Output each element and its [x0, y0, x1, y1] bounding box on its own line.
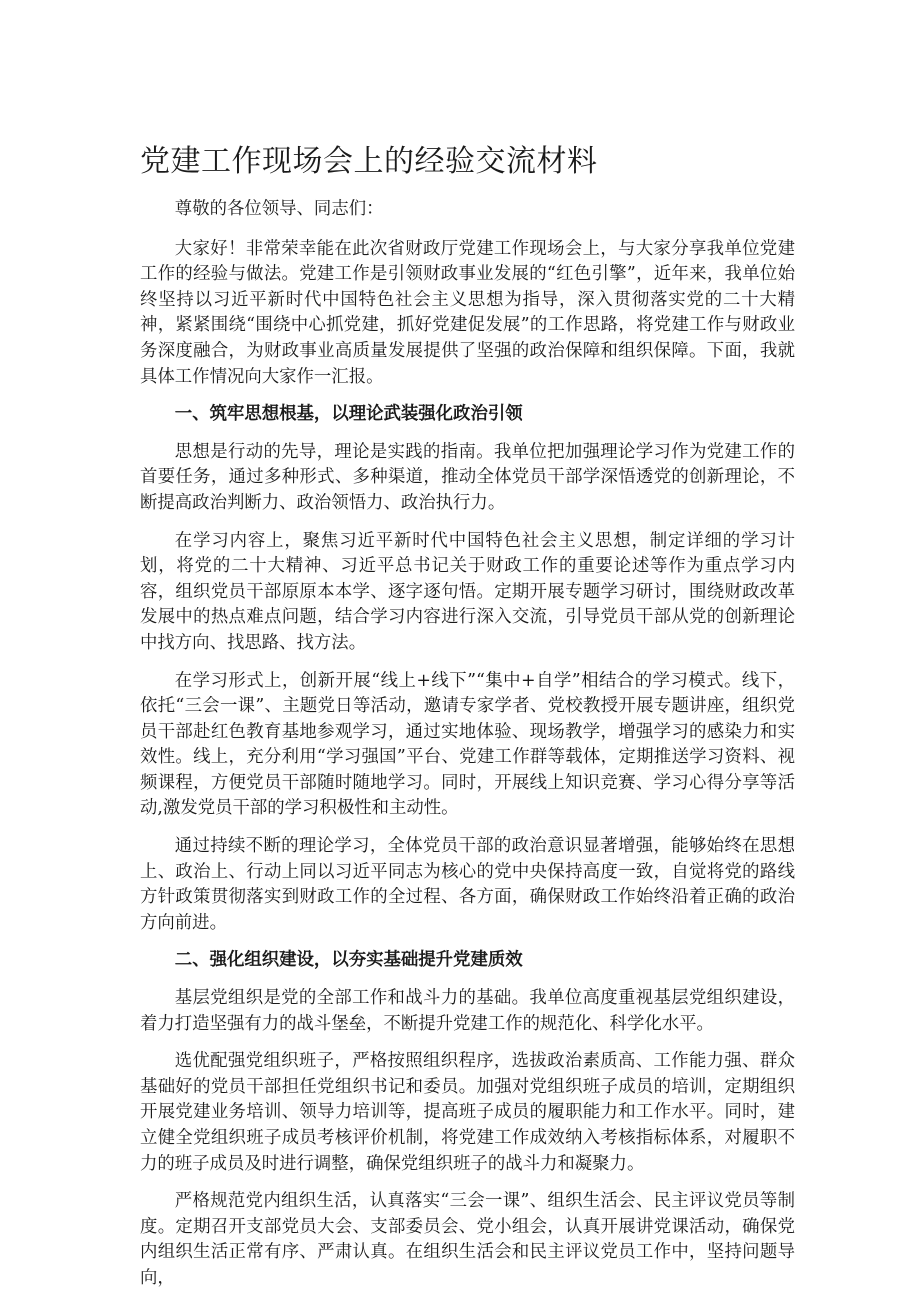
paragraph-theory-guidance: 思想是行动的先导，理论是实践的指南。我单位把加强理论学习作为党建工作的首要任务，通过多种形式、多种渠道，推动全体党员干部学深悟透党的创新理论，不断提高政治判断力、政治领悟力、政治执行力。 [140, 441, 795, 513]
paragraph-party-life: 严格规范党内组织生活，认真落实“三会一课”、组织生活会、民主评议党员等制度。定期召开支部党员大会、支部委员会、党小组会，认真开展讲党课活动，确保党内组织生活正常有序、严肃认真。在组织生活会和民主评议党员工作中，坚持问题导向， [140, 1191, 795, 1288]
document-title: 党建工作现场会上的经验交流材料 [140, 144, 598, 179]
document-body [140, 197, 795, 1304]
paragraph-intro: 大家好！非常荣幸能在此次省财政厅党建工作现场会上，与大家分享我单位党建工作的经验与做法。党建工作是引领财政事业发展的“红色引擎”，近年来，我单位始终坚持以习近平新时代中国特色社会主义思想为指导，深入贯彻落实党的二十大精神，紧紧围绕“围绕中心抓党建，抓好党建促发展”的工作思路，将党建工作与财政业务深度融合，为财政事业高质量发展提供了坚强的政治保障和组织保障。下面，我就具体工作情况向大家作一汇报。 [140, 238, 795, 387]
paragraph-leadership-team: 选优配强党组织班子，严格按照组织程序，选拔政治素质高、工作能力强、群众基础好的党员干部担任党组织书记和委员。加强对党组织班子成员的培训，定期组织开展党建业务培训、领导力培训等，提高班子成员的履职能力和工作水平。同时，建立健全党组织班子成员考核评价机制，将党建工作成效纳入考核指标体系，对履职不力的班子成员及时进行调整，确保党组织班子的战斗力和凝聚力。 [140, 1051, 795, 1174]
paragraph-study-results: 通过持续不断的理论学习，全体党员干部的政治意识显著增强，能够始终在思想上、政治上、行动上同以习近平同志为核心的党中央保持高度一致，自觉将党的路线方针政策贯彻落实到财政工作的全过程、各方面，确保财政工作始终沿着正确的政治方向前进。 [140, 836, 795, 933]
paragraph-organization-basis: 基层党组织是党的全部工作和战斗力的基础。我单位高度重视基层党组织建设，着力打造坚强有力的战斗堡垒，不断提升党建工作的规范化、科学化水平。 [140, 988, 795, 1034]
paragraph-study-format: 在学习形式上，创新开展“线上+线下”“集中+自学”相结合的学习模式。线下，依托“三会一课”、主题党日等活动，邀请专家学者、党校教授开展专题讲座，组织党员干部赴红色教育基地参观学习，通过实地体验、现场教学，增强学习的感染力和实效性。线上，充分利用“学习强国”平台、党建工作群等载体，定期推送学习资料、视频课程，方便党员干部随时随地学习。同时，开展线上知识竞赛、学习心得分享等活动,激发党员干部的学习积极性和主动性。 [140, 670, 795, 819]
section-heading-2: 二、强化组织建设，以夯实基础提升党建质效 [174, 950, 523, 971]
paragraph-study-content: 在学习内容上，聚焦习近平新时代中国特色社会主义思想，制定详细的学习计划，将党的二十大精神、习近平总书记关于财政工作的重要论述等作为重点学习内容，组织党员干部原原本本学、逐字逐句悟。定期开展专题学习研讨，围绕财政改革发展中的热点难点问题，结合学习内容进行深入交流，引导党员干部从党的创新理论中找方向、找思路、找方法。 [140, 530, 795, 653]
section-heading-1: 一、筑牢思想根基，以理论武装强化政治引领 [174, 404, 523, 425]
salutation: 尊敬的各位领导、同志们： [174, 199, 384, 219]
